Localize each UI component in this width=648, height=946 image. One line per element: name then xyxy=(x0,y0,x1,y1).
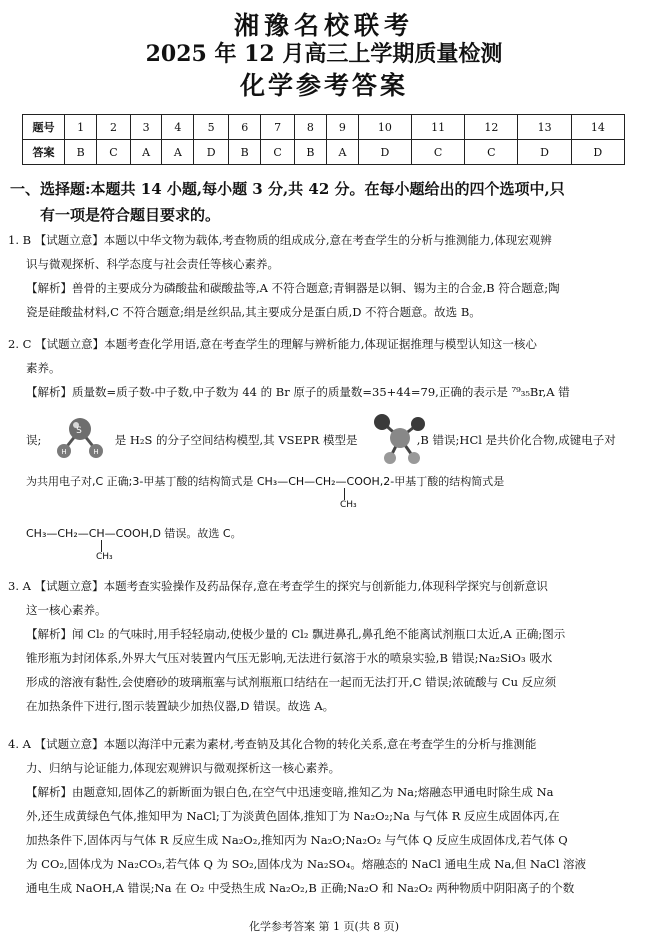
q2-line-2methyl: CH₃—CH₂—CH—COOH,D 错误。故选 C。 xyxy=(26,527,242,540)
q2-block xyxy=(8,332,618,404)
q3-block xyxy=(8,574,618,718)
question-number-row xyxy=(23,115,625,140)
q4-block xyxy=(8,732,618,900)
q1-line: 识与微观探析、科学态度与社会责任等核心素养。 xyxy=(26,257,279,271)
answer-cell: B xyxy=(229,140,261,165)
q4-line: 外,还生成黄绿色气体,推知甲为 NaCl;丁为淡黄色固体,推知丁为 Na₂O₂;Na 与气体 R 反应生成固体丙,在 xyxy=(26,809,560,823)
answer-table xyxy=(22,114,625,165)
q-number: 5 xyxy=(194,115,229,140)
q3-line: 形成的溶液有黏性,会使磨砂的玻璃瓶塞与试剂瓶瓶口结结在一起而无法打开,C 错误;浓硫酸与 Cu 反应须 xyxy=(26,675,557,689)
answer-row xyxy=(23,140,625,165)
q-number: 3 xyxy=(130,115,162,140)
branch-methyl: CH₃ xyxy=(340,500,357,510)
branch-methyl: CH₃ xyxy=(96,552,113,562)
q3-line: 锥形瓶为封闭体系,外界大气压对装置内气压无影响,无法进行氨溶于水的喷泉实验,B 错误;Na₂SiO₃ 吸水 xyxy=(26,651,553,665)
q2-line: 【解析】质量数=质子数-中子数,中子数为 44 的 Br 原子的质量数=35+44=79,正确的表示是 ⁷⁹₃₅Br,A 错 xyxy=(26,385,570,399)
q4-line: 加热条件下,固体丙与气体 R 反应生成 Na₂O₂,推知丙为 Na₂O;Na₂O₂ 与气体 Q 反应生成固体戊,若气体 Q xyxy=(26,833,568,847)
q4-line: 为 CO₂,固体戊为 Na₂CO₃,若气体 Q 为 SO₂,固体戊为 Na₂SO₄。熔融态的 NaCl 通电生成 Na,但 NaCl 溶液 xyxy=(26,857,587,871)
q3-line: 这一核心素养。 xyxy=(26,603,107,617)
answer-cell: C xyxy=(412,140,465,165)
answer-cell: A xyxy=(162,140,194,165)
svg-text:H: H xyxy=(93,448,99,456)
answer-cell: D xyxy=(194,140,229,165)
q-number: 6 xyxy=(229,115,261,140)
row-label: 题号 xyxy=(23,115,65,140)
answer-cell: A xyxy=(130,140,162,165)
q2-line-3methyl: 为共用电子对,C 正确;3-甲基丁酸的结构简式是 CH₃—CH—CH₂—COOH,2-甲基丁酸的结构简式是 xyxy=(26,475,505,488)
section-heading: 一、选择题:本题共 14 小题,每小题 3 分,共 42 分。在每小题给出的四个选项中,只 有一项是符合题目要求的。 xyxy=(10,180,565,224)
answer-cell: A xyxy=(327,140,359,165)
q3-line: 3. A 【试题立意】本题考查实验操作及药品保存,意在考查学生的探究与创新能力,体现科学探究与创新意识 xyxy=(8,579,548,593)
q-number: 2 xyxy=(97,115,130,140)
answer-cell: C xyxy=(261,140,294,165)
exam-title: 2025 年 12 月高三上学期质量检测 xyxy=(145,41,503,67)
branch-bond xyxy=(344,488,345,500)
q1-line: 1. B 【试题立意】本题以中华文物为载体,考查物质的组成成分,意在考查学生的分析与推测能力,体现宏观辨 xyxy=(8,233,552,247)
school-title: 湘豫名校联考 xyxy=(233,11,414,40)
q1-block xyxy=(8,228,618,324)
q2-line: 素养。 xyxy=(26,361,61,375)
answer-cell: D xyxy=(358,140,411,165)
q2-line: 2. C 【试题立意】本题考查化学用语,意在考查学生的理解与辨析能力,体现证据推理与模型认知这一核心 xyxy=(8,337,537,351)
branch-bond xyxy=(101,540,102,552)
q-number: 13 xyxy=(518,115,571,140)
doc-title: 化学参考答案 xyxy=(239,71,408,100)
q-number: 8 xyxy=(294,115,326,140)
answer-cell: D xyxy=(518,140,571,165)
page-footer: 化学参考答案 第 1 页(共 8 页) xyxy=(248,920,400,933)
q-number: 10 xyxy=(358,115,411,140)
q-number: 11 xyxy=(412,115,465,140)
row-label: 答案 xyxy=(23,140,65,165)
svg-text:S: S xyxy=(76,426,82,436)
q-number: 9 xyxy=(327,115,359,140)
q-number: 1 xyxy=(65,115,97,140)
q4-line: 通电生成 NaOH,A 错误;Na 在 O₂ 中受热生成 Na₂O₂,B 正确;Na₂O 和 Na₂O₂ 两种物质中阴阳离子的个数 xyxy=(26,881,575,895)
vsepr-model-icon xyxy=(372,410,428,468)
q3-line: 【解析】闻 Cl₂ 的气味时,用手轻轻扇动,使极少量的 Cl₂ 飘进鼻孔,鼻孔绝不能离试剂瓶口太近,A 正确;图示 xyxy=(26,627,566,641)
answer-cell: B xyxy=(65,140,97,165)
answer-cell: D xyxy=(571,140,624,165)
answer-cell: B xyxy=(294,140,326,165)
q-number: 14 xyxy=(571,115,624,140)
q1-line: 【解析】兽骨的主要成分为磷酸盐和碳酸盐等,A 不符合题意;青铜器是以铜、锡为主的合金,B 符合题意;陶 xyxy=(26,281,560,295)
q4-line: 力、归纳与论证能力,体现宏观辨识与微观探析这一核心素养。 xyxy=(26,761,341,775)
q1-line: 瓷是硅酸盐材料,C 不符合题意;绢是丝织品,其主要成分是蛋白质,D 不符合题意。故选 B。 xyxy=(26,305,481,319)
q2-line-models: 误; 是 H₂S 的分子空间结构模型,其 VSEPR 模型是 ,B 错误;HCl 是共价化合物,成键电子对 xyxy=(26,433,616,447)
answer-cell: C xyxy=(97,140,130,165)
q-number: 7 xyxy=(261,115,294,140)
q-number: 4 xyxy=(162,115,194,140)
q-number: 12 xyxy=(465,115,518,140)
q4-line: 4. A 【试题立意】本题以海洋中元素为素材,考查钠及其化合物的转化关系,意在考查学生的分析与推测能 xyxy=(8,737,537,751)
svg-text:H: H xyxy=(61,448,67,456)
q3-line: 在加热条件下进行,图示装置缺少加热仪器,D 错误。故选 A。 xyxy=(26,699,335,713)
q4-line: 【解析】由题意知,固体乙的新断面为银白色,在空气中迅速变暗,推知乙为 Na;熔融态甲通电时除生成 Na xyxy=(26,785,554,799)
answer-cell: C xyxy=(465,140,518,165)
h2s-molecule-icon xyxy=(52,414,112,464)
